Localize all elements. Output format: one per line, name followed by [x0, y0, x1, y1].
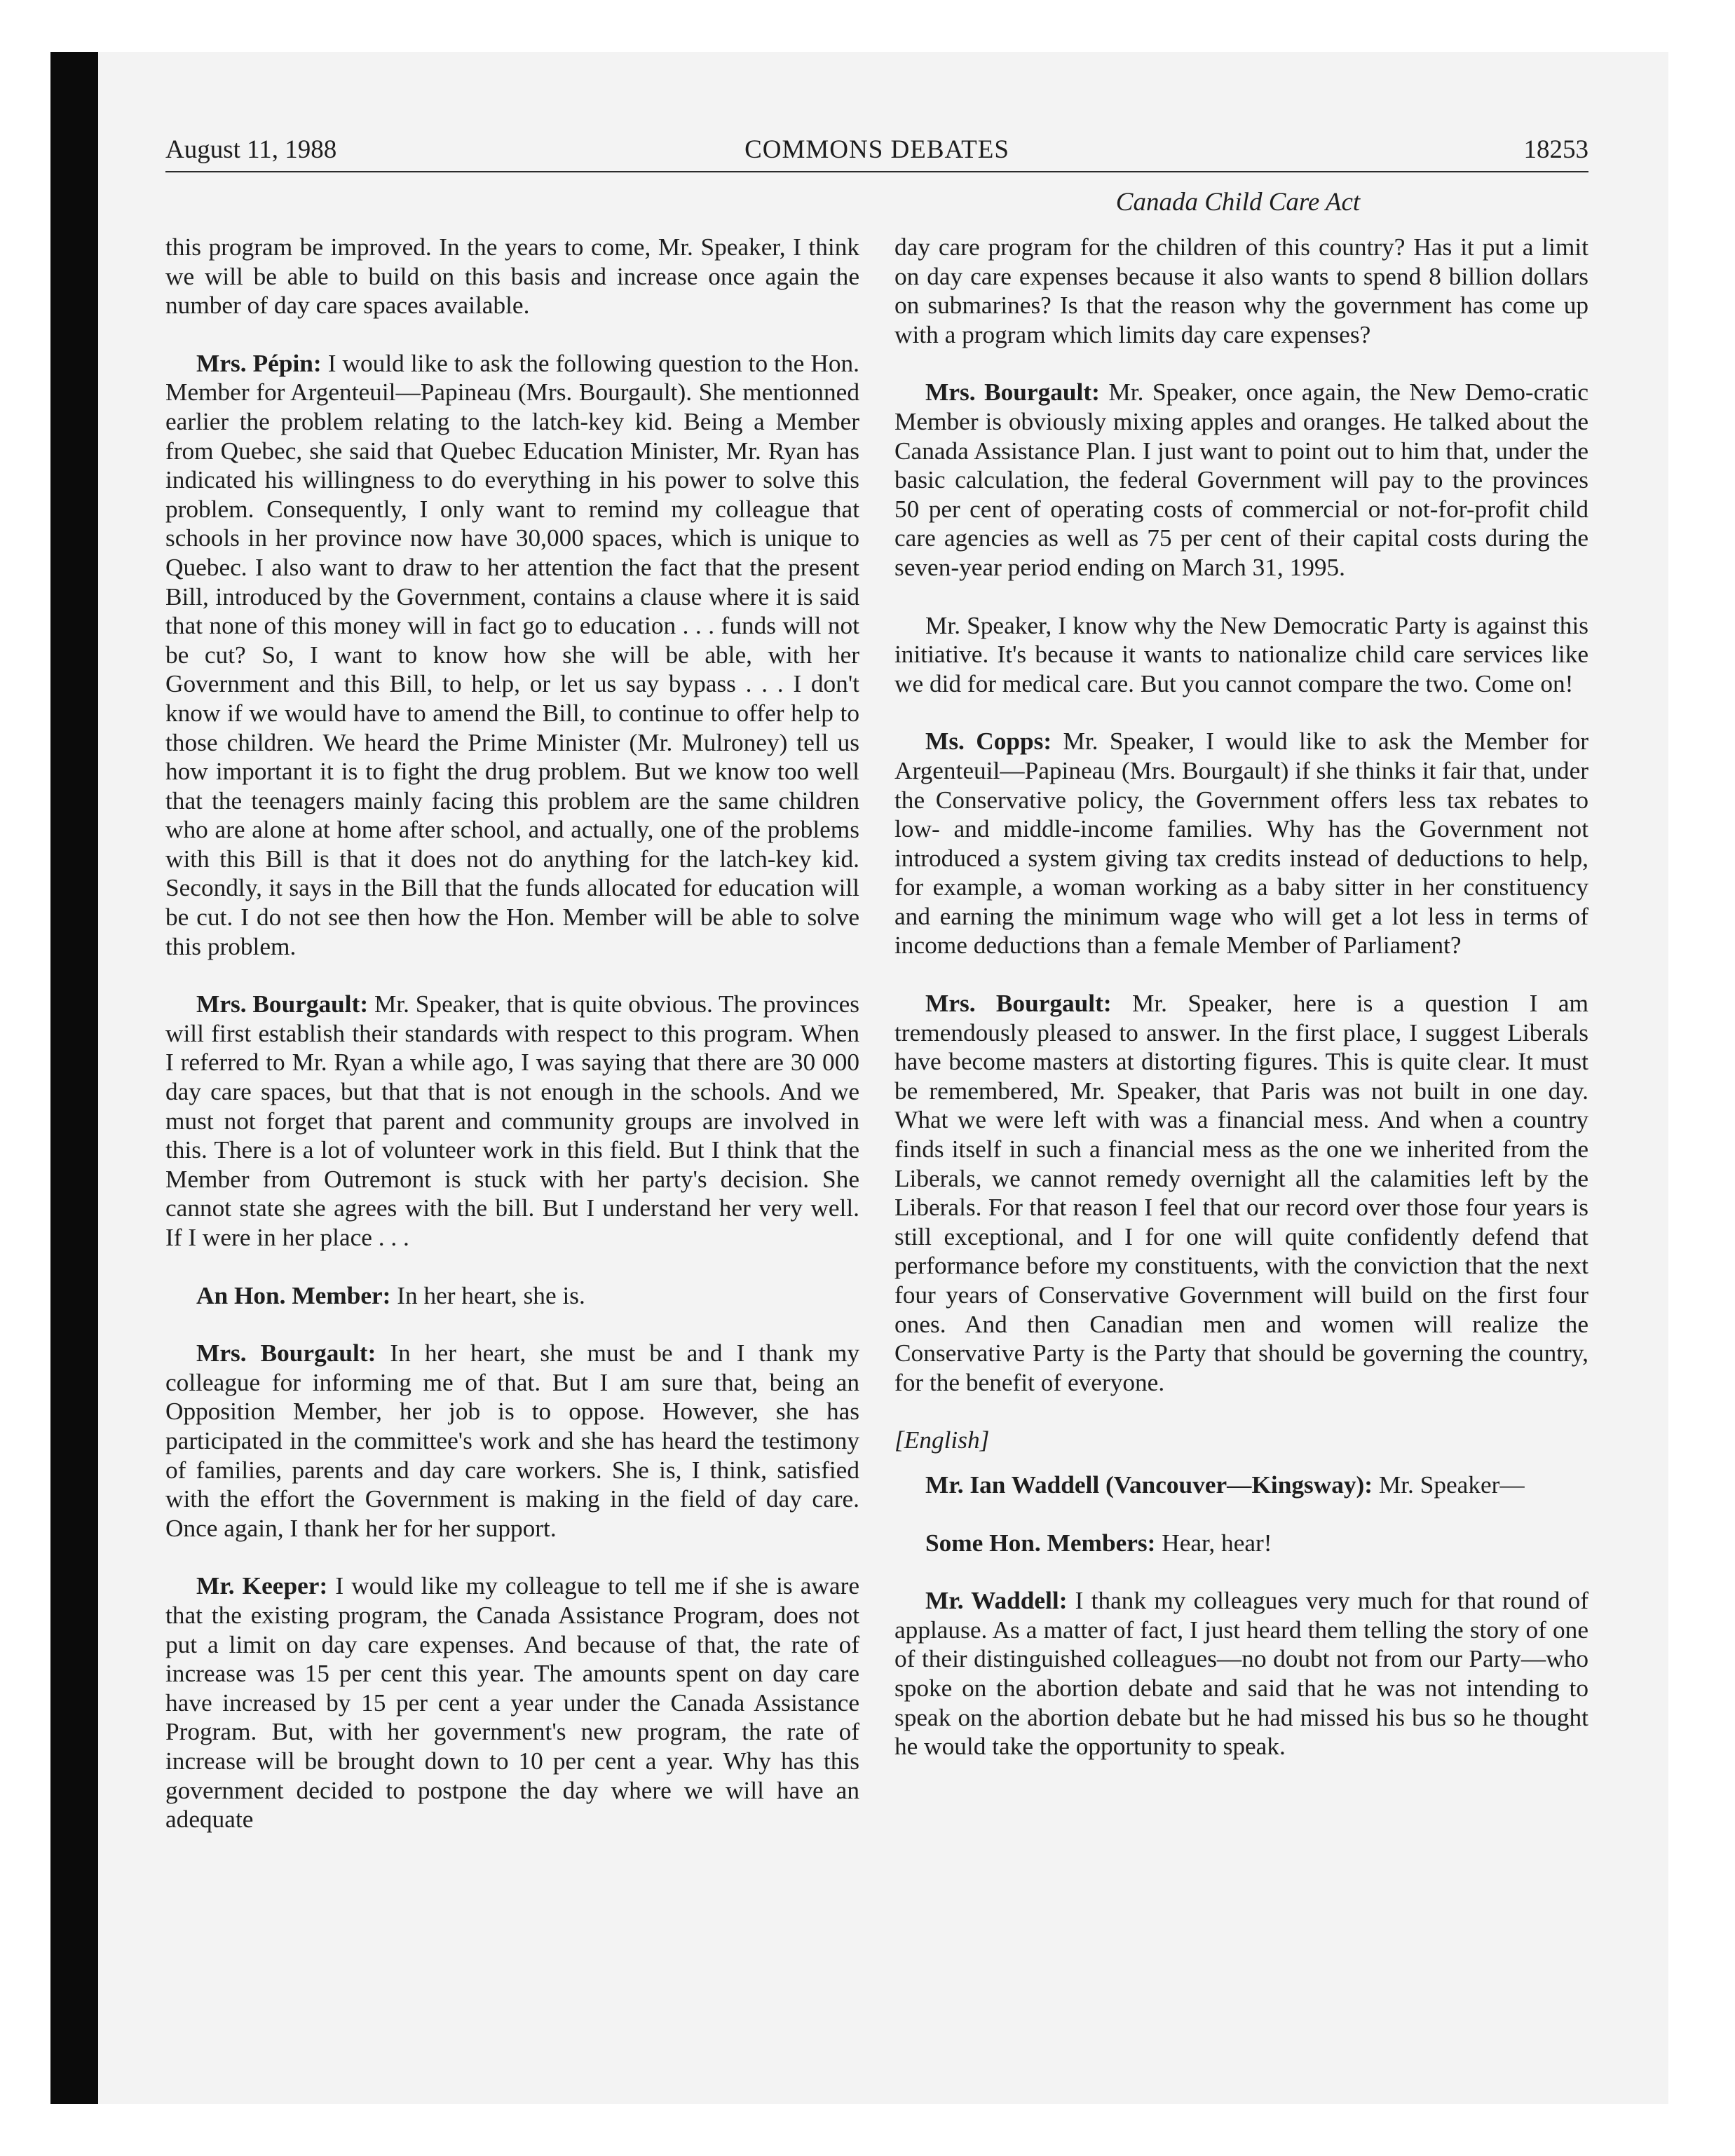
paragraph-text: Mr. Speaker— — [1373, 1471, 1525, 1499]
paragraph — [894, 727, 1588, 960]
header-date: August 11, 1988 — [165, 135, 337, 164]
speaker-name: Some Hon. Members: — [925, 1529, 1156, 1557]
header-rule — [165, 171, 1588, 172]
paragraph — [165, 1571, 859, 1834]
paragraph-text: Mr. Speaker, that is quite obvious. The provinces will first establish their standards with respect to this program. When I referred to Mr. Ryan a while ago, I was saying that there are 30 000 day care spaces, but that that is not enough in the schools. And we must not forget that parent and community groups are involved in this. There is a lot of volunteer work in this field. But I think that the Member from Outremont is stuck with her party's decision. She cannot state she agrees with the bill. But I understand her very well. If I were in her place . . . — [165, 990, 859, 1251]
speaker-name: Mr. Keeper: — [196, 1572, 328, 1600]
paragraph-text: I would like my colleague to tell me if she is aware that the existing program, the Canada Assistance Program, does not put a limit on day care expenses. And because of that, the rate of increase was 15 per cent this year. The amounts spent on day care have increased by 15 per cent a year under the Canada Assistance Program. But, with her government's new program, the rate of increase will be brought down to 10 per cent a year. Why has this government decided to postpone the day where we will have an adequate — [165, 1572, 859, 1834]
paragraph-text: Hear, hear! — [1155, 1529, 1272, 1557]
section-title: Canada Child Care Act — [1115, 188, 1361, 217]
paragraph — [894, 1586, 1588, 1761]
speaker-name: Mr. Ian Waddell (Vancouver—Kingsway): — [925, 1471, 1373, 1499]
paragraph — [165, 349, 859, 961]
paragraph-text: Mr. Speaker, I would like to ask the Member for Argenteuil—Papineau (Mrs. Bourgault) if she thinks it fair that, under the Conservative policy, the Government offers less tax rebates to low- and middle-income families. Why has the Government not introduced a system giving tax credits instead of deductions to help, for example, a woman working as a baby sitter in her constituency and earning the minimum wage who will get a lot less in terms of income deductions than a female Member of Parliament? — [894, 728, 1588, 960]
left-column — [165, 233, 859, 1863]
paragraph — [165, 1339, 859, 1543]
paragraph — [894, 378, 1588, 582]
scan-edge-bar — [50, 52, 98, 2104]
paragraph — [165, 990, 859, 1252]
paragraph-text: Mr. Speaker, I know why the New Democratic Party is against this initiative. It's because it wants to nationalize child care services like we did for medical care. But you cannot compare the two. Come on! — [894, 611, 1588, 697]
paragraph — [165, 233, 859, 320]
paragraph — [894, 233, 1588, 349]
paragraph-text: day care program for the children of this country? Has it put a limit on day care expenses because it also wants to spend 8 billion dollars on submarines? Is that the reason why the government has come up with a program which limits day care expenses? — [894, 233, 1588, 348]
paragraph-text: I thank my colleagues very much for that round of applause. As a matter of fact, I just heard them telling the story of one of their distinguished colleagues—no doubt not from our Party—who spoke on the abortion debate and said that he was not intending to speak on the abortion debate but he had missed his bus so he thought he would take the opportunity to speak. — [894, 1587, 1588, 1761]
paragraph — [165, 1281, 859, 1311]
page-header — [165, 135, 1588, 171]
paragraph — [894, 1471, 1588, 1500]
speaker-name: Mrs. Bourgault: — [196, 990, 369, 1018]
speaker-name: Mrs. Bourgault: — [925, 990, 1112, 1018]
header-publication-title: COMMONS DEBATES — [744, 135, 1009, 164]
speaker-name: Mr. Waddell: — [925, 1587, 1068, 1615]
paragraph — [894, 611, 1588, 699]
paragraph-text: this program be improved. In the years to come, Mr. Speaker, I think we will be able to build on this basis and increase once again the number of day care spaces available. — [165, 233, 859, 320]
language-marker — [894, 1426, 1588, 1455]
speaker-name: Mrs. Bourgault: — [196, 1339, 376, 1367]
right-column — [894, 233, 1588, 1790]
speaker-name: Ms. Copps: — [925, 728, 1052, 756]
speaker-name: Mrs. Pépin: — [196, 349, 322, 377]
paragraph — [894, 1529, 1588, 1558]
paragraph-text: In her heart, she is. — [390, 1281, 585, 1309]
header-page-number: 18253 — [1523, 135, 1588, 164]
speaker-name: An Hon. Member: — [196, 1281, 391, 1309]
paragraph-text: Mr. Speaker, here is a question I am tremendously pleased to answer. In the first place, I suggest Liberals have become masters at distorting figures. This is quite clear. It must be remembered, Mr. Speaker, that Paris was not built in one day. What we were left with was a financial mess. And when a country finds itself in such a financial mess as the one we inherited from the Liberals, we cannot remedy overnight all the calamities left by the Liberals. For that reason I feel that our record over those four years is still exceptional, and I for one will quite confidently defend that performance before my constituents, with the conviction that the next four years of Conservative Government will build on the first four ones. And then Canadian men and women will realize the Conservative Party is the Party that should be governing the country, for the benefit of everyone. — [894, 990, 1588, 1396]
paragraph-text: [English] — [894, 1426, 990, 1454]
paragraph-text: I would like to ask the following question to the Hon. Member for Argenteuil—Papineau (Mrs. Bourgault). She mentionned earlier the problem relating to the latch-key kid. Being a Member from Quebec, she said that Quebec Education Minister, Mr. Ryan has indicated his willingness to do everything in his power to solve this problem. Consequently, I only want to remind my colleague that schools in her province now have 30,000 spaces, which is unique to Quebec. I also want to draw to her attention the fact that the present Bill, introduced by the Government, contains a clause where it is said that none of this money will in fact go to education . . . funds will not be cut? So, I want to know how she will be able, with her Government and this Bill, to help, or let us say bypass . . . I don't know if we would have to amend the Bill, to continue to offer help to those children. We heard the Prime Minister (Mr. Mulroney) tell us how important it is to fight the drug problem. But we know too well that the teenagers mainly facing this problem are the same children who are alone at home after school, and actually, one of the problems with this Bill is that it does not do anything for the latch-key kid. Secondly, it says in the Bill that the funds allocated for education will be cut. I do not see then how the Hon. Member will be able to solve this problem. — [165, 349, 859, 960]
speaker-name: Mrs. Bourgault: — [925, 378, 1100, 407]
paragraph — [894, 989, 1588, 1397]
paragraph-text: Mr. Speaker, once again, the New Demo-cratic Member is obviously mixing apples and oranges. He talked about the Canada Assistance Plan. I just want to point out to him that, under the basic calculation, the federal Government will pay to the provinces 50 per cent of operating costs of commercial or not-for-profit child care agencies as well as 75 per cent of their capital costs during the seven-year period ending on March 31, 1995. — [894, 378, 1588, 581]
paragraph-text: In her heart, she must be and I thank my colleague for informing me of that. But I am sure that, being an Opposition Member, her job is to oppose. However, she has participated in the committee's work and she has heard the testimony of families, parents and day care workers. She is, I think, satisfied with the effort the Government is making in the field of day care. Once again, I thank her for her support. — [165, 1339, 859, 1542]
